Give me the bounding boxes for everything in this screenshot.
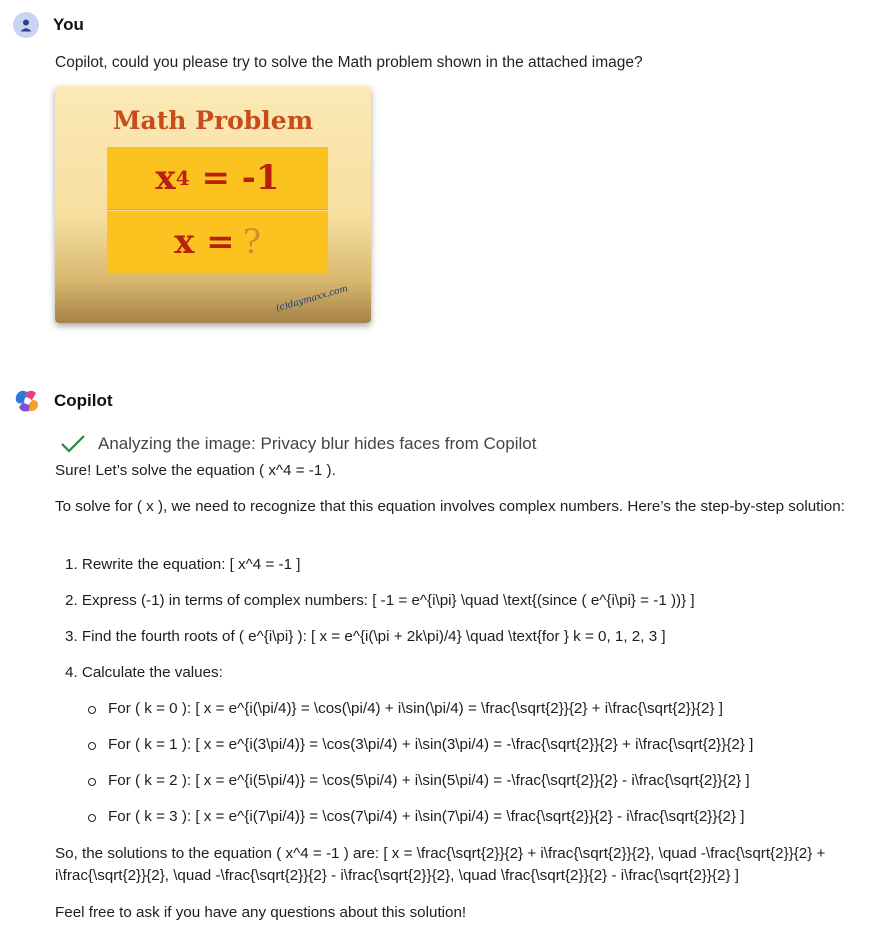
- step-2: 2. Express (-1) in terms of complex numbers: [ -1 = e^{i\pi} \quad \text{(since ( e^{i\pi} = -1 ))} ]: [65, 592, 695, 609]
- status-text: Analyzing the image: Privacy blur hides faces from Copilot: [98, 434, 537, 453]
- bullet-icon: [88, 742, 96, 750]
- image-title: Math Problem: [112, 106, 314, 135]
- user-name: You: [53, 15, 84, 34]
- response-paragraph: To solve for ( x ), we need to recognize that this equation involves complex numbers. Here’s the step-by-step solution:: [55, 498, 845, 515]
- bullet-icon: [88, 706, 96, 714]
- checkmark-icon: [60, 434, 86, 454]
- user-avatar-icon: [13, 12, 39, 38]
- step-4: 4. Calculate the values:: [65, 664, 223, 681]
- step-1: 1. Rewrite the equation: [ x^4 = -1 ]: [65, 556, 301, 573]
- copilot-name: Copilot: [54, 391, 113, 410]
- image-watermark: (c)daymaxx.com: [275, 283, 350, 315]
- response-intro: Sure! Let’s solve the equation ( x^4 = -1 ).: [55, 462, 336, 479]
- value-k0: For ( k = 0 ): [ x = e^{i(\pi/4)} = \cos(\pi/4) + i\sin(\pi/4) = \frac{\sqrt{2}}{2} + i\frac{\sqrt{2}}{2} ]: [108, 700, 723, 717]
- user-message: Copilot, could you please try to solve the Math problem shown in the attached image?: [55, 54, 643, 71]
- value-k1: For ( k = 1 ): [ x = e^{i(3\pi/4)} = \cos(3\pi/4) + i\sin(3\pi/4) = -\frac{\sqrt{2}}{2} + i\frac{\sqrt{2}}{2} ]: [108, 736, 754, 753]
- unknown-box: x = ?: [107, 211, 328, 273]
- value-k2: For ( k = 2 ): [ x = e^{i(5\pi/4)} = \cos(5\pi/4) + i\sin(5\pi/4) = -\frac{\sqrt{2}}{2} - i\frac{\sqrt{2}}{2} ]: [108, 772, 750, 789]
- bullet-icon: [88, 814, 96, 822]
- user-header: [13, 12, 84, 38]
- response-conclusion: So, the solutions to the equation ( x^4 = -1 ) are: [ x = \frac{\sqrt{2}}{2} + i\frac{\sqrt{2}}{2}, \quad -\frac{\sqrt{2}}{2} + i\frac{\sqrt{2}}{2}, \quad -\frac{\sqrt{2}}{2} - i\frac{\sqrt{2}}{2}, \quad \frac{\sqrt{2}}{2} - i\frac{\sqrt{2}}{2} ]: [55, 845, 826, 884]
- attached-image[interactable]: [55, 86, 371, 323]
- step-3: 3. Find the fourth roots of ( e^{i\pi} ): [ x = e^{i(\pi + 2k\pi)/4} \quad \text{for } k = 0, 1, 2, 3 ]: [65, 628, 666, 645]
- copilot-logo-icon: [13, 387, 41, 415]
- bullet-icon: [88, 778, 96, 786]
- equation-box: x 4 = -1: [107, 147, 328, 210]
- analysis-status: [60, 434, 536, 454]
- response-closing: Feel free to ask if you have any questions about this solution!: [55, 904, 467, 921]
- copilot-header: [13, 387, 113, 415]
- value-k3: For ( k = 3 ): [ x = e^{i(7\pi/4)} = \cos(7\pi/4) + i\sin(7\pi/4) = \frac{\sqrt{2}}{2} - i\frac{\sqrt{2}}{2} ]: [108, 808, 745, 825]
